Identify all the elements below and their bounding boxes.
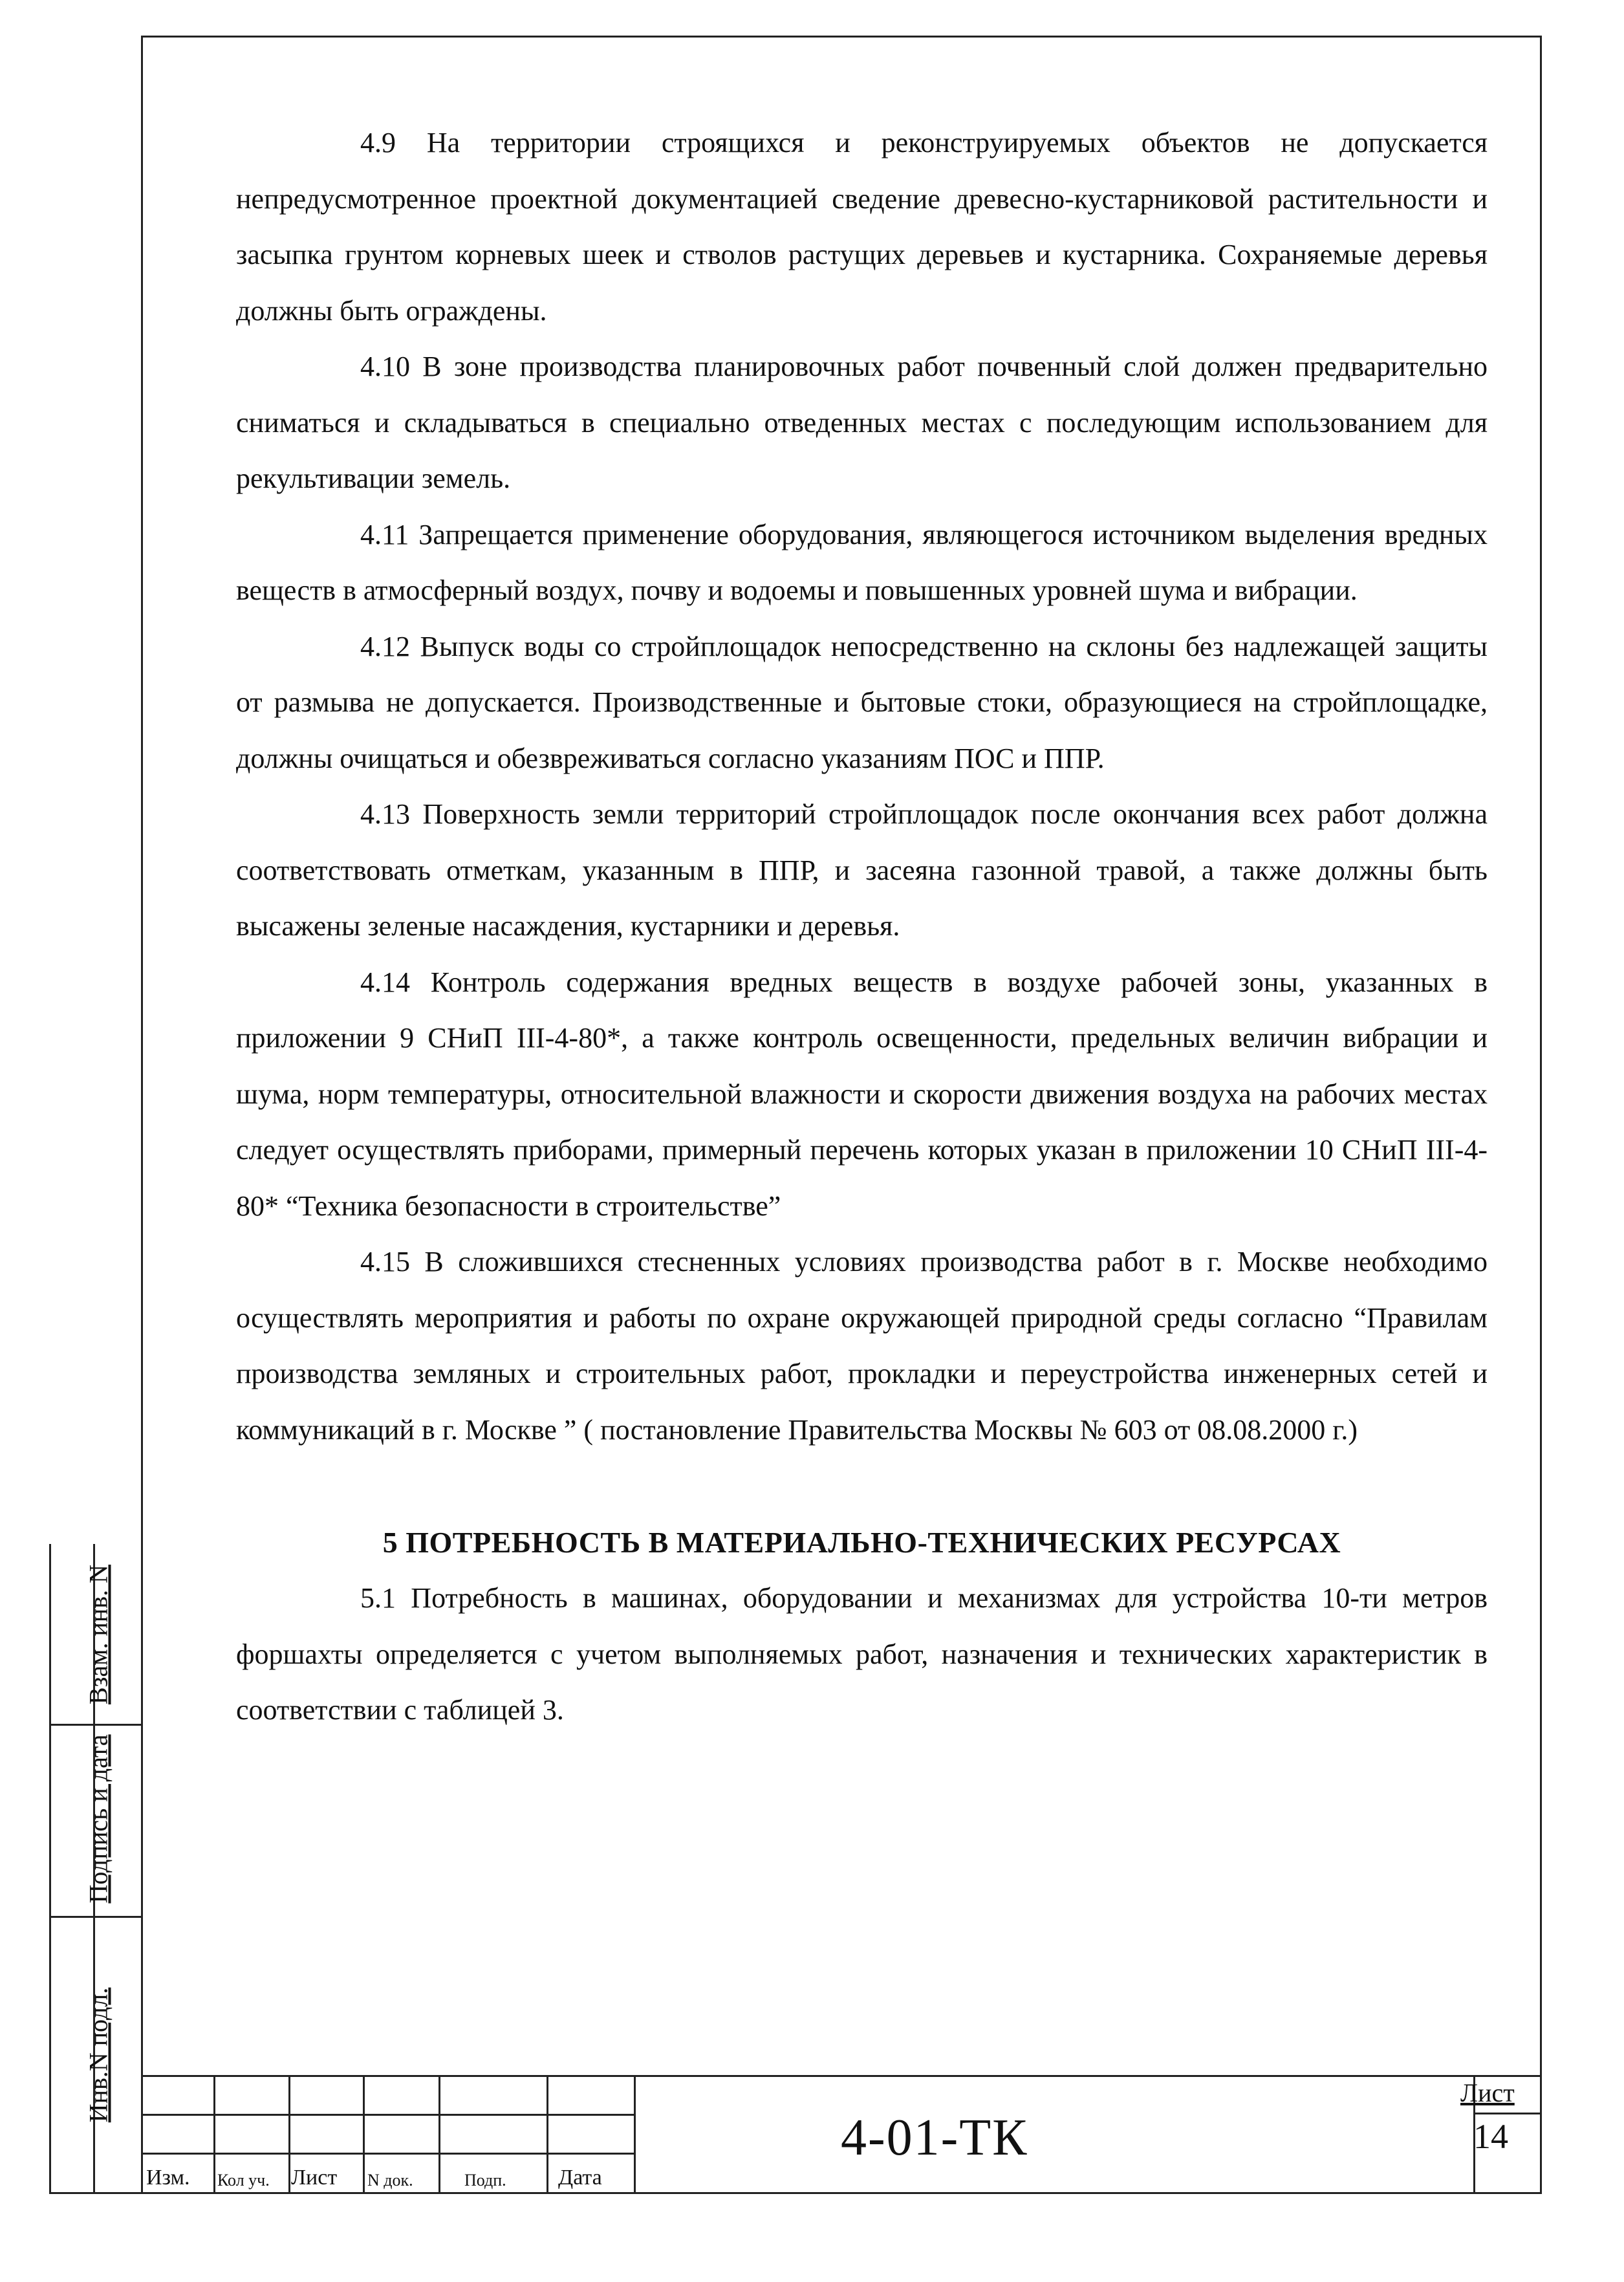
- paragraph-4-9: 4.9 На территории строящихся и реконструируемых объектов не допускается непредусмотренное проектной документацией сведение древесно-кустарниковой растительности и засыпка грунтом корневых шеек и стволов растущих деревьев и кустарника. Сохраняемые деревья должны быть ограждены.: [236, 127, 1488, 327]
- col-data-label: Дата: [558, 2166, 602, 2190]
- title-block-top-line: [141, 2075, 1542, 2077]
- sheet-cell-line: [1473, 2113, 1542, 2114]
- side-stamp-divider: [49, 1916, 141, 1918]
- sheet-label: Лист: [1460, 2078, 1515, 2107]
- paragraph-5-1: 5.1 Потребность в машинах, оборудовании и механизмах для устройства 10-ти метров форшахты определяется с учетом выполняемых работ, назначения и технических характеристик в соответствии с таблицей 3.: [236, 1582, 1488, 1726]
- title-block-col-line: [547, 2075, 548, 2194]
- col-izm-label: Изм.: [146, 2166, 190, 2190]
- page-content: [236, 115, 1488, 1739]
- title-block-col-line: [288, 2075, 290, 2194]
- col-podp-label: Подп.: [464, 2171, 506, 2190]
- side-stamp: [49, 1544, 141, 2194]
- podpis-data-label: Подпись и дата: [83, 1734, 113, 1904]
- paragraph-4-14: 4.14 Контроль содержания вредных веществ в воздухе рабочей зоны, указанных в приложении 9 СНиП III-4-80*, а также контроль освещенности, предельных величин вибрации и шума, норм температуры, относительной влажности и скорости движения воздуха на рабочих местах следует осуществлять приборами, примерный перечень которых указан в приложении 10 СНиП III-4-80* “Техника безопасности в строительстве”: [236, 966, 1488, 1222]
- paragraph-4-15: 4.15 В сложившихся стесненных условиях производства работ в г. Москве необходимо осуществлять мероприятия и работы по охране окружающей природной среды согласно “Правилам производства земляных и строительных работ, прокладки и переустройства инженерных сетей и коммуникаций в г. Москве ” ( постановление Правительства Москвы № 603 от 08.08.2000 г.): [236, 1246, 1488, 1446]
- paragraph-4-12: 4.12 Выпуск воды со стройплощадок непосредственно на склоны без надлежащей защиты от размыва не допускается. Производственные и бытовые стоки, образующиеся на стройплощадке, должны очищаться и обезвреживаться согласно указаниям ПОС и ППР.: [236, 630, 1488, 774]
- paragraph-4-10: 4.10 В зоне производства планировочных работ почвенный слой должен предварительно сниматься и складываться в специально отведенных местах с последующим использованием для рекультивации земель.: [236, 351, 1488, 494]
- sheet-number: 14: [1473, 2117, 1508, 2156]
- paragraph-4-11: 4.11 Запрещается применение оборудования, являющегося источником выделения вредных веществ в атмосферный воздух, почву и водоемы и повышенных уровней шума и вибрации.: [236, 518, 1488, 606]
- inv-podl-label: Инв.N подл.: [83, 1987, 113, 2123]
- side-stamp-divider: [49, 1724, 141, 1726]
- paragraph-4-13: 4.13 Поверхность земли территорий стройплощадок после окончания всех работ должна соответствовать отметкам, указанным в ППР, и засеяна газонной травой, а также должны быть высажены зеленые насаждения, кустарники и деревья.: [236, 798, 1488, 942]
- side-stamp-outer-line: [49, 1544, 51, 2194]
- col-n-dok-label: N док.: [367, 2171, 413, 2190]
- section-spacer: [236, 1458, 1488, 1515]
- col-list-label: Лист: [291, 2166, 338, 2190]
- vzam-inv-label: Взам. инв. N: [83, 1564, 113, 1705]
- title-block-col-line: [213, 2075, 215, 2194]
- document-code: 4-01-ТК: [841, 2109, 1028, 2166]
- title-block-col-line: [634, 2075, 636, 2194]
- title-block-col-line: [363, 2075, 365, 2194]
- title-block-col-line: [438, 2075, 440, 2194]
- section-heading: 5 ПОТРЕБНОСТЬ В МАТЕРИАЛЬНО-ТЕХНИЧЕСКИХ РЕСУРСАХ: [382, 1526, 1341, 1559]
- side-stamp-divider: [49, 2192, 141, 2194]
- col-kol-uch-label: Кол уч.: [217, 2171, 270, 2190]
